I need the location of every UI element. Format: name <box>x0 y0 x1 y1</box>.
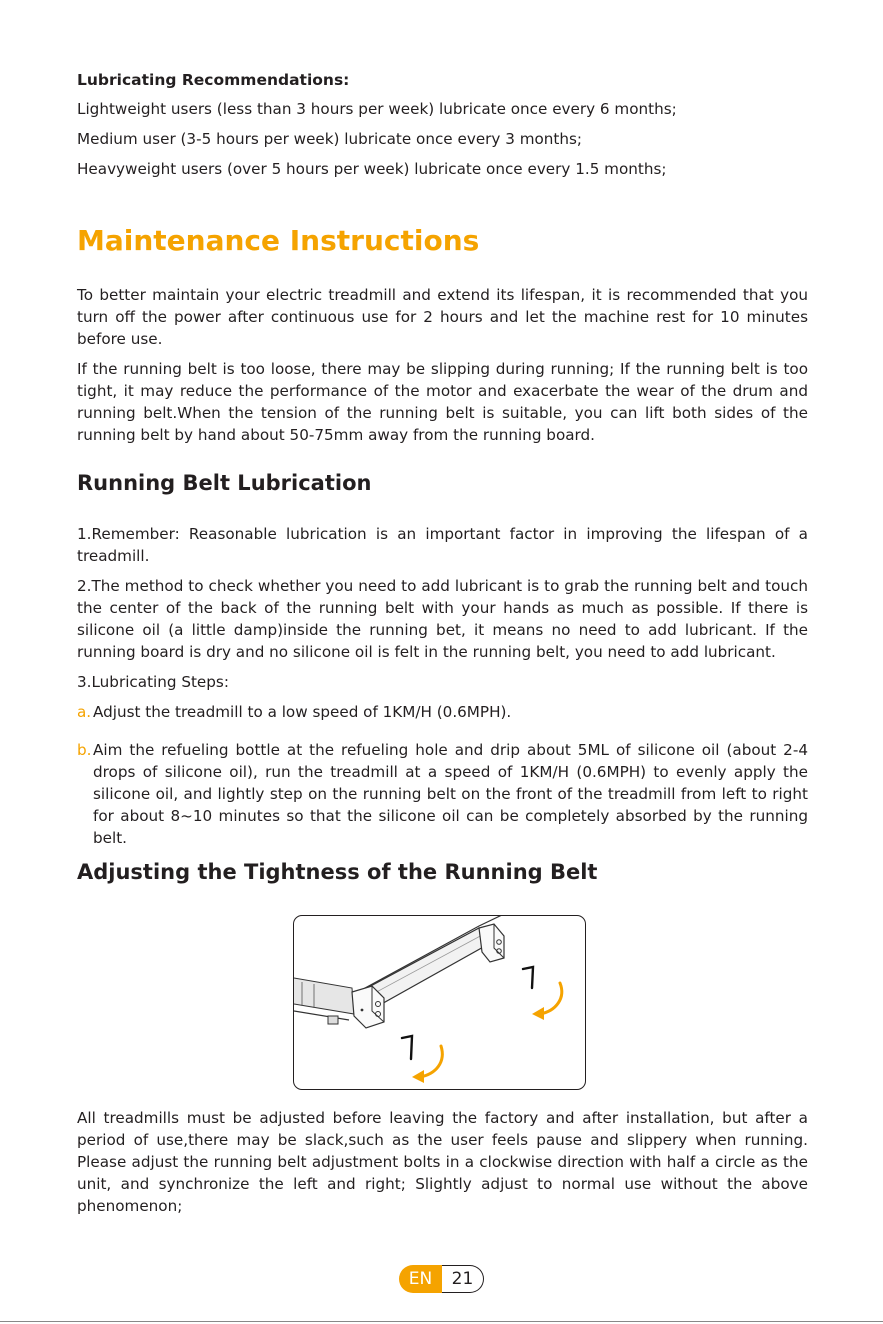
page-number: 21 <box>442 1265 484 1293</box>
maintenance-paragraph: To better maintain your electric treadmill and extend its lifespan, it is recommended that you turn off the power after continuous use for 2 hours and let the machine rest for 10 minutes before use. <box>77 286 808 348</box>
lubricating-item: Lightweight users (less than 3 hours per week) lubricate once every 6 months; <box>77 100 677 118</box>
step-text: Aim the refueling bottle at the refueling hole and drip about 5ML of silicone oil (about 2-4 drops of silicone oil), run the treadmill at a speed of 1KM/H (0.6MPH) to evenly apply the silicone oil, and lightly step on the running belt on the front of the treadmill from left to right for about 8~10 minutes so that the silicone oil can be completely absorbed by the running belt. <box>93 741 808 847</box>
step-text: Adjust the treadmill to a low speed of 1KM/H (0.6MPH). <box>93 703 512 721</box>
language-badge: EN <box>399 1265 442 1293</box>
maintenance-instructions-body <box>77 284 808 454</box>
maintenance-instructions-heading: Maintenance Instructions <box>77 224 480 257</box>
running-belt-lubrication-heading: Running Belt Lubrication <box>77 471 372 495</box>
treadmill-belt-adjustment-illustration <box>293 915 586 1090</box>
adjusting-tightness-body <box>77 1107 808 1217</box>
maintenance-paragraph: If the running belt is too loose, there may be slipping during running; If the running belt is too tight, it may reduce the performance of the motor and exacerbate the wear of the drum and running belt.When the tension of the running belt is suitable, you can lift both sides of the running belt by hand about 50-75mm away from the running board. <box>77 360 808 444</box>
lubrication-paragraph: 2.The method to check whether you need to add lubricant is to grab the running belt and touch the center of the back of the running belt with your hands as much as possible. If there is silicone oil (a little damp)inside the running bet, it means no need to add lubricant. If the running board is dry and no silicone oil is felt in the running belt, you need to add lubricant. <box>77 577 808 661</box>
page-footer <box>399 1265 485 1293</box>
lubricating-item: Medium user (3-5 hours per week) lubricate once every 3 months; <box>77 130 583 148</box>
running-belt-lubrication-body <box>77 523 808 865</box>
lubricating-recommendations-list <box>77 98 677 188</box>
treadmill-drawing <box>294 916 586 1090</box>
lubrication-paragraph: 1.Remember: Reasonable lubrication is an important factor in improving the lifespan of a treadmill. <box>77 525 808 565</box>
step-marker: a. <box>77 703 92 721</box>
adjusting-tightness-heading: Adjusting the Tightness of the Running Belt <box>77 860 598 884</box>
adjusting-paragraph: All treadmills must be adjusted before leaving the factory and after installation, but after a period of use,there may be slack,such as the user feels pause and slippery when running. Please adjust the running belt adjustment bolts in a clockwise direction with half a circle as the unit, and synchronize the left and right; Slightly adjust to normal use without the above phenomenon; <box>77 1109 808 1215</box>
bottom-divider <box>0 1321 883 1322</box>
lubricating-item: Heavyweight users (over 5 hours per week) lubricate once every 1.5 months; <box>77 160 667 178</box>
lubrication-step-b <box>77 739 808 857</box>
step-marker: b. <box>77 741 92 759</box>
lubrication-step-a <box>77 701 808 731</box>
lubrication-paragraph: 3.Lubricating Steps: <box>77 673 229 691</box>
lubricating-recommendations-title: Lubricating Recommendations: <box>77 71 350 89</box>
